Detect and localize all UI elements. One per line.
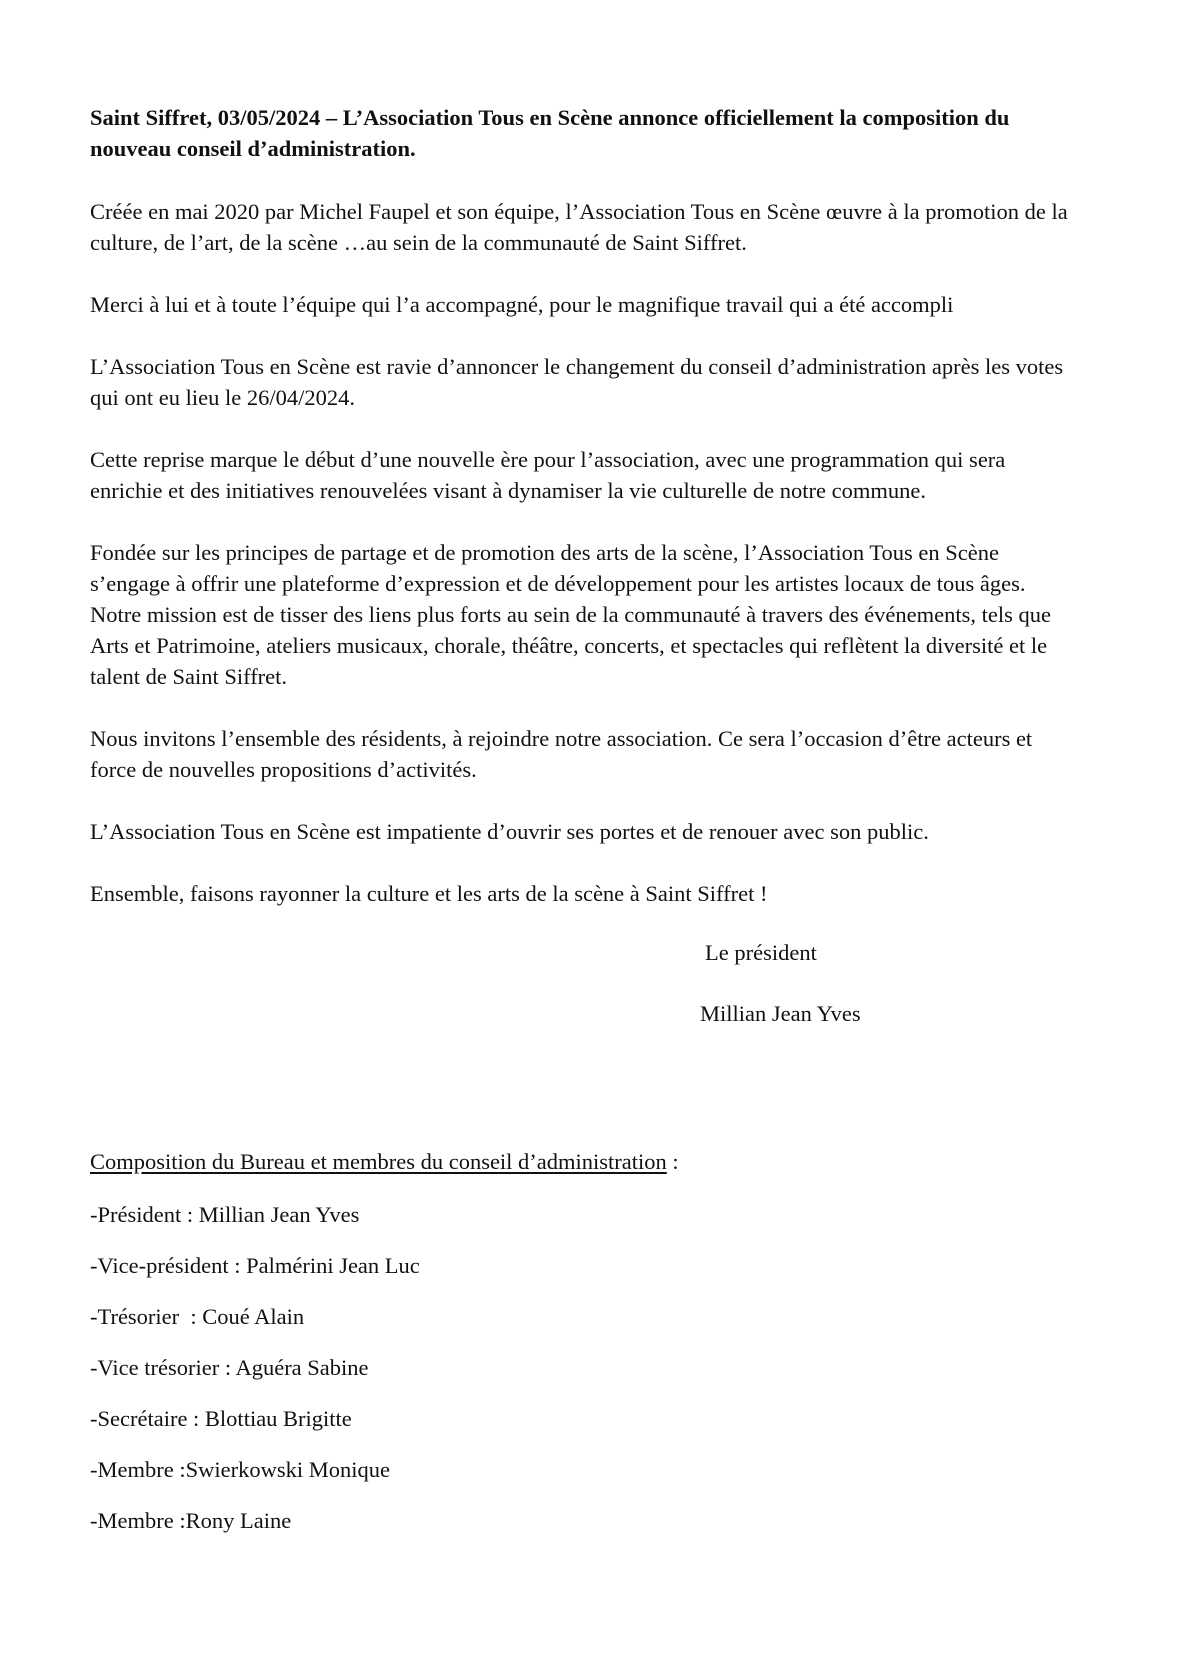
press-release-headline: Saint Siffret, 03/05/2024 – L’Association Tous en Scène annonce officiellement la composition du nouveau conseil d’administration. [90, 105, 1010, 161]
paragraph-thanks: Merci à lui et à toute l’équipe qui l’a accompagné, pour le magnifique travail qui a été accompli [90, 292, 954, 317]
signature-block [700, 937, 1080, 1029]
paragraph-reopening: L’Association Tous en Scène est impatiente d’ouvrir ses portes et de renouer avec son public. [90, 819, 929, 844]
composition-heading [90, 1146, 1080, 1177]
member-treasurer: -Trésorier : Coué Alain [90, 1304, 305, 1329]
member-president: -Président : Millian Jean Yves [90, 1202, 360, 1227]
composition-heading-text: Composition du Bureau et membres du conseil d’administration [90, 1149, 667, 1174]
paragraph-founding: Créée en mai 2020 par Michel Faupel et son équipe, l’Association Tous en Scène œuvre à la promotion de la culture, de l’art, de la scène …au sein de la communauté de Saint Siffret. [90, 199, 1068, 255]
member-board-member: -Membre :Swierkowski Monique [90, 1457, 390, 1482]
signature-name: Millian Jean Yves [700, 1001, 861, 1026]
paragraph-mission: Fondée sur les principes de partage et de promotion des arts de la scène, l’Association Tous en Scène s’engage à offrir une plateforme d’expression et de développement pour les artistes locaux de tous âges. Notre mission est de tisser des liens plus forts au sein de la communauté à travers des événements, tels que Arts et Patrimoine, ateliers musicaux, chorale, théâtre, concerts, et spectacles qui reflètent la diversité et le talent de Saint Siffret. [90, 540, 1052, 689]
board-composition [90, 1146, 1080, 1536]
paragraph-board-change: L’Association Tous en Scène est ravie d’annoncer le changement du conseil d’administration après les votes qui ont eu lieu le 26/04/2024. [90, 354, 1064, 410]
paragraph-new-era: Cette reprise marque le début d’une nouvelle ère pour l’association, avec une programmation qui sera enrichie et des initiatives renouvelées visant à dynamiser la vie culturelle de notre commune. [90, 447, 1006, 503]
member-board-member: -Membre :Rony Laine [90, 1508, 292, 1533]
signature-title: Le président [705, 940, 817, 965]
member-vice-president: -Vice-président : Palmérini Jean Luc [90, 1253, 420, 1278]
paragraph-invitation: Nous invitons l’ensemble des résidents, à rejoindre notre association. Ce sera l’occasion d’être acteurs et force de nouvelles propositions d’activités. [90, 726, 1033, 782]
composition-heading-colon: : [666, 1149, 679, 1174]
member-secretary: -Secrétaire : Blottiau Brigitte [90, 1406, 352, 1431]
paragraph-closing: Ensemble, faisons rayonner la culture et les arts de la scène à Saint Siffret ! [90, 881, 768, 906]
member-vice-treasurer: -Vice trésorier : Aguéra Sabine [90, 1355, 369, 1380]
